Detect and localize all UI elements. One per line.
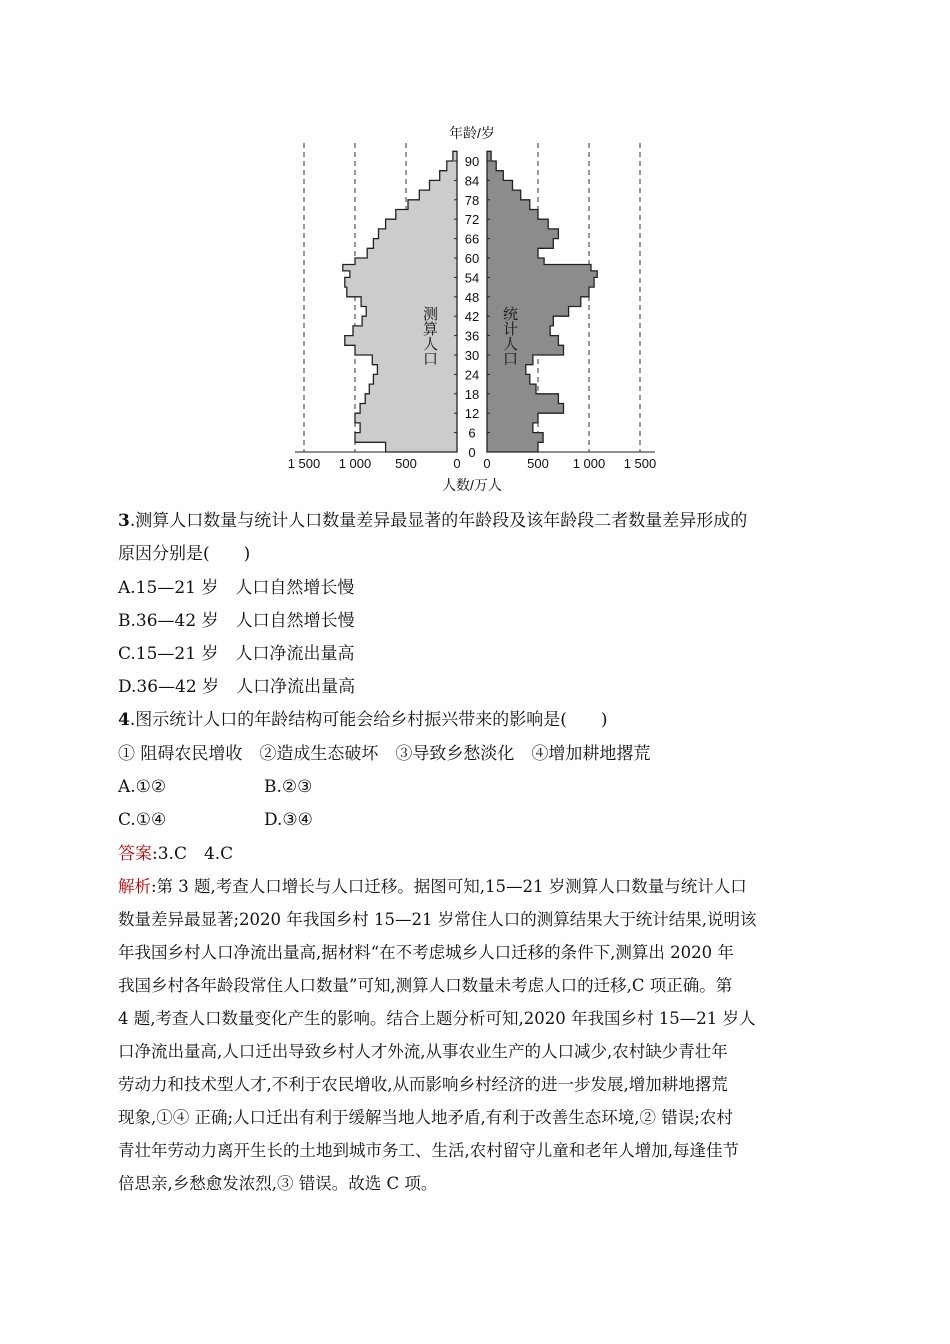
y-axis-label: 年龄/岁 <box>449 125 495 141</box>
right-series-label: 统计人口 <box>501 306 519 366</box>
question-3-option-b: B.36—42 岁 人口自然增长慢 <box>118 611 355 631</box>
x-tick-label-right: 1 000 <box>572 456 606 471</box>
question-3-option-d: D.36—42 岁 人口净流出量高 <box>118 677 356 697</box>
right-series-area <box>487 151 597 452</box>
y-tick-label: 24 <box>464 367 480 383</box>
explanation-line: 我国乡村各年龄段常住人口数量”可知,测算人口数量未考虑人口的迁移,C 项正确。第 <box>118 976 733 995</box>
y-tick-label: 6 <box>468 425 476 441</box>
population-pyramid-chart <box>285 118 665 496</box>
y-tick-label: 42 <box>464 309 480 325</box>
left-series-area <box>343 151 457 452</box>
question-4-option-a: A.①② <box>118 777 167 797</box>
y-tick-label: 90 <box>464 154 480 169</box>
x-tick-label-right: 500 <box>527 456 549 471</box>
question-4-line-1: 4.图示统计人口的年龄结构可能会给乡村振兴带来的影响是( ) <box>118 710 608 730</box>
explanation <box>118 870 833 1200</box>
x-tick-label-left: 0 <box>453 456 461 471</box>
y-tick-label: 66 <box>464 231 480 247</box>
y-tick-label: 0 <box>468 445 476 460</box>
y-tick-label: 18 <box>464 386 480 402</box>
explanation-label: 解析 <box>118 877 151 896</box>
x-tick-label-right: 0 <box>483 456 491 471</box>
explanation-line: 青壮年劳动力离开生长的土地到城市务工、生活,农村留守儿童和老年人增加,每逢佳节 <box>118 1141 739 1160</box>
x-axis-label: 人数/万人 <box>442 477 502 493</box>
question-4-items: ① 阻碍农民增收 ②造成生态破坏 ③导致乡愁淡化 ④增加耕地撂荒 <box>118 744 651 764</box>
explanation-line: 解析:第 3 题,考查人口增长与人口迁移。据图可知,15—21 岁测算人口数量与统计人口 <box>118 877 747 896</box>
answer-label: 答案 <box>118 844 152 864</box>
explanation-line: 口净流出量高,人口迁出导致乡村人才外流,从事农业生产的人口减少,农村缺少青壮年 <box>118 1042 728 1061</box>
explanation-line: 劳动力和技术型人才,不利于农民增收,从而影响乡村经济的进一步发展,增加耕地撂荒 <box>118 1075 728 1094</box>
explanation-line: 倍思亲,乡愁愈发浓烈,③ 错误。故选 C 项。 <box>118 1174 438 1193</box>
x-tick-label-right: 1 500 <box>623 456 657 471</box>
explanation-line: 年我国乡村人口净流出量高,据材料“在不考虑城乡人口迁移的条件下,测算出 2020 年 <box>118 943 734 962</box>
x-tick-label-left: 500 <box>395 456 417 471</box>
explanation-line: 数量差异最显著;2020 年我国乡村 15—21 岁常住人口的测算结果大于统计结果,说明该 <box>118 910 757 929</box>
y-tick-label: 36 <box>464 328 480 344</box>
y-tick-label: 48 <box>464 289 480 305</box>
y-tick-label: 54 <box>464 270 480 286</box>
y-tick-label: 60 <box>464 251 480 266</box>
x-tick-label-left: 1 000 <box>338 456 372 471</box>
question-3-line-2: 原因分别是( ) <box>118 544 251 564</box>
x-tick-label-left: 1 500 <box>287 456 321 471</box>
y-tick-label: 84 <box>464 173 480 189</box>
y-tick-label: 72 <box>464 212 480 228</box>
question-4-option-b: B.②③ <box>264 777 313 797</box>
question-3-option-a: A.15—21 岁 人口自然增长慢 <box>118 578 355 598</box>
y-tick-label: 78 <box>464 192 480 208</box>
answer-line: 答案:3.C 4.C <box>118 844 234 864</box>
left-series-label: 测算人口 <box>421 306 439 366</box>
y-tick-label: 30 <box>464 348 480 363</box>
question-4-option-d: D.③④ <box>264 810 313 830</box>
y-tick-label: 12 <box>464 406 480 422</box>
axis-ticks <box>288 154 657 471</box>
explanation-line: 4 题,考查人口数量变化产生的影响。结合上题分析可知,2020 年我国乡村 15—21 岁人 <box>118 1009 756 1028</box>
explanation-line: 现象,①④ 正确;人口迁出有利于缓解当地人地矛盾,有利于改善生态环境,② 错误;农村 <box>118 1108 733 1127</box>
question-3-option-c: C.15—21 岁 人口净流出量高 <box>118 644 355 664</box>
question-4-option-c: C.①④ <box>118 810 167 830</box>
question-3-line-1: 3.测算人口数量与统计人口数量差异最显著的年龄段及该年龄段二者数量差异形成的 <box>118 511 748 531</box>
